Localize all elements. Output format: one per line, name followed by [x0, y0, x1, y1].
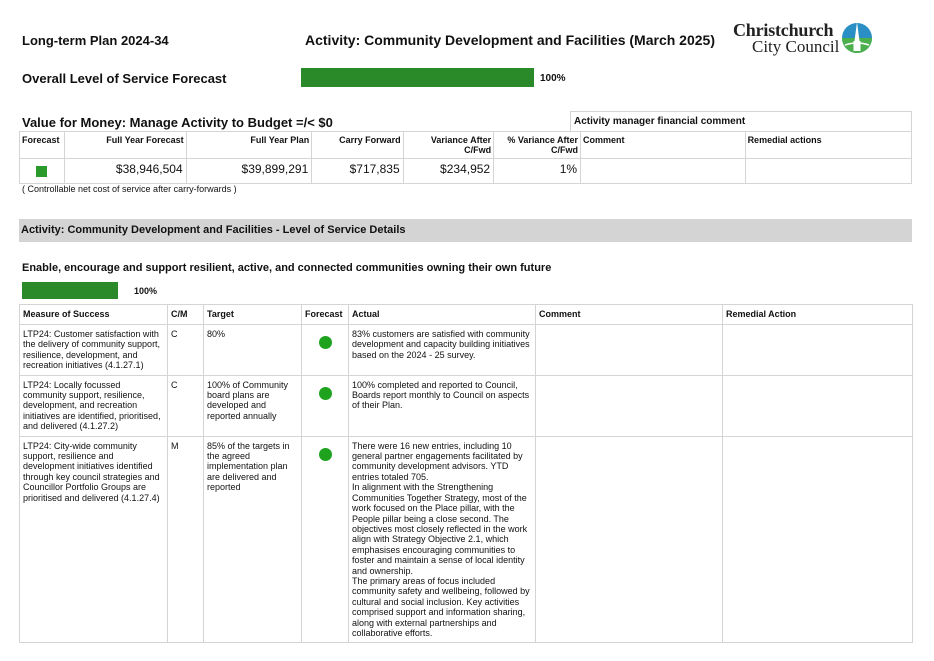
table-row [20, 436, 913, 643]
col-remedial-action: Remedial Action [723, 305, 913, 325]
col-comment: Comment [581, 132, 746, 159]
forecast-cell [302, 325, 349, 376]
col-actual: Actual [349, 305, 536, 325]
col-variance-after: Variance After C/Fwd [403, 132, 493, 159]
table-row [20, 375, 913, 436]
forecast-status-icon [319, 448, 332, 461]
cathedral-spire-icon [839, 21, 875, 55]
actual-cell [349, 325, 536, 376]
col-los-comment: Comment [536, 305, 723, 325]
col-measure: Measure of Success [20, 305, 168, 325]
full-year-forecast-value: $38,946,504 [64, 159, 186, 184]
comment-cell [536, 325, 723, 376]
cm-cell: M [168, 436, 204, 643]
forecast-status-cell [20, 159, 65, 184]
overall-progress-fill [301, 68, 534, 87]
comment-cell [536, 436, 723, 643]
forecast-status-icon [319, 387, 332, 400]
forecast-status-icon [319, 336, 332, 349]
remedial-cell [723, 436, 913, 643]
logo-line1: Christchurch [733, 20, 834, 40]
actual-cell [349, 375, 536, 436]
col-los-forecast: Forecast [302, 305, 349, 325]
los-header-row [20, 305, 913, 325]
value-for-money-title: Value for Money: Manage Activity to Budget =/< $0 [22, 115, 333, 130]
table-row [20, 325, 913, 376]
col-full-year-plan: Full Year Plan [186, 132, 312, 159]
finance-table [19, 131, 912, 184]
logo-line2: City Council [752, 37, 840, 56]
actual-cell [349, 436, 536, 643]
finance-header-row [20, 132, 912, 159]
full-year-plan-value: $39,899,291 [186, 159, 312, 184]
col-remedial-actions: Remedial actions [745, 132, 911, 159]
overall-forecast-label: Overall Level of Service Forecast [22, 71, 227, 86]
actual-paragraph: The primary areas of focus included community safety and wellbeing, followed by cultural and social inclusion. Key activities comprised support and information sharing, along with external partnerships and collaborative efforts. [352, 575, 530, 638]
remedial-cell [723, 375, 913, 436]
council-logo [733, 20, 875, 60]
forecast-status-icon [36, 166, 47, 177]
finance-data-row [20, 159, 912, 184]
target-cell: 85% of the targets in the agreed implementation plan are delivered and reported [204, 436, 302, 643]
finance-note: ( Controllable net cost of service after carry-forwards ) [22, 184, 237, 194]
col-carry-forward: Carry Forward [312, 132, 403, 159]
target-cell: 100% of Community board plans are developed and reported annually [204, 375, 302, 436]
pct-variance-after-value: 1% [494, 159, 581, 184]
actual-paragraph: In alignment with the Strengthening Communities Together Strategy, most of the work focused on the Place pillar, with the People pillar being a close second. The objectives most closely reflected in the work align with Strategy Objective 2.1, which emphasises encouraging communities to foster and maintain a sense of local identity and ownership. [352, 482, 528, 576]
activity-title: Activity: Community Development and Facilities (March 2025) [305, 32, 715, 48]
remedial-actions-cell [745, 159, 911, 184]
cm-cell: C [168, 325, 204, 376]
col-forecast: Forecast [20, 132, 65, 159]
col-pct-variance-after: % Variance After C/Fwd [494, 132, 581, 159]
overall-progress-bar [301, 68, 534, 87]
section-band-title: Activity: Community Development and Facilities - Level of Service Details [19, 219, 912, 242]
measure-cell: LTP24: Locally focussed community support, resilience, development, and recreation initiatives are identified, prioritised, and delivered (4.1.27.2) [20, 375, 168, 436]
manager-comment-header: Activity manager financial comment [570, 111, 912, 132]
measure-cell: LTP24: Customer satisfaction with the delivery of community support, resilience, development, and recreation initiatives (4.1.27.1) [20, 325, 168, 376]
remedial-cell [723, 325, 913, 376]
plan-title: Long-term Plan 2024-34 [22, 33, 169, 48]
goal-progress-fill [22, 282, 118, 299]
forecast-cell [302, 375, 349, 436]
target-cell: 80% [204, 325, 302, 376]
comment-cell [581, 159, 746, 184]
measure-cell: LTP24: City-wide community support, resilience and development initiatives identified through key council strategies and Councillor Portfolio Groups are prioritised and delivered (4.1.27.4) [20, 436, 168, 643]
goal-progress-bar [22, 282, 118, 299]
col-target: Target [204, 305, 302, 325]
cm-cell: C [168, 375, 204, 436]
col-cm: C/M [168, 305, 204, 325]
comment-cell [536, 375, 723, 436]
variance-after-value: $234,952 [403, 159, 493, 184]
actual-paragraph: 100% completed and reported to Council, Boards report monthly to Council on aspects of their Plan. [352, 379, 530, 411]
level-of-service-table [19, 304, 913, 643]
goal-percent: 100% [134, 286, 158, 296]
goal-title: Enable, encourage and support resilient, active, and connected communities owning their own future [22, 262, 552, 274]
col-full-year-forecast: Full Year Forecast [64, 132, 186, 159]
actual-paragraph: 83% customers are satisfied with community development and capacity building initiatives based on the 2024 - 25 survey. [352, 329, 530, 360]
forecast-cell [302, 436, 349, 643]
carry-forward-value: $717,835 [312, 159, 403, 184]
overall-percent: 100% [540, 73, 566, 84]
actual-paragraph: There were 16 new entries, including 10 general partner engagements facilitated by community development advisors. YTD entries totaled 705. [352, 440, 523, 482]
